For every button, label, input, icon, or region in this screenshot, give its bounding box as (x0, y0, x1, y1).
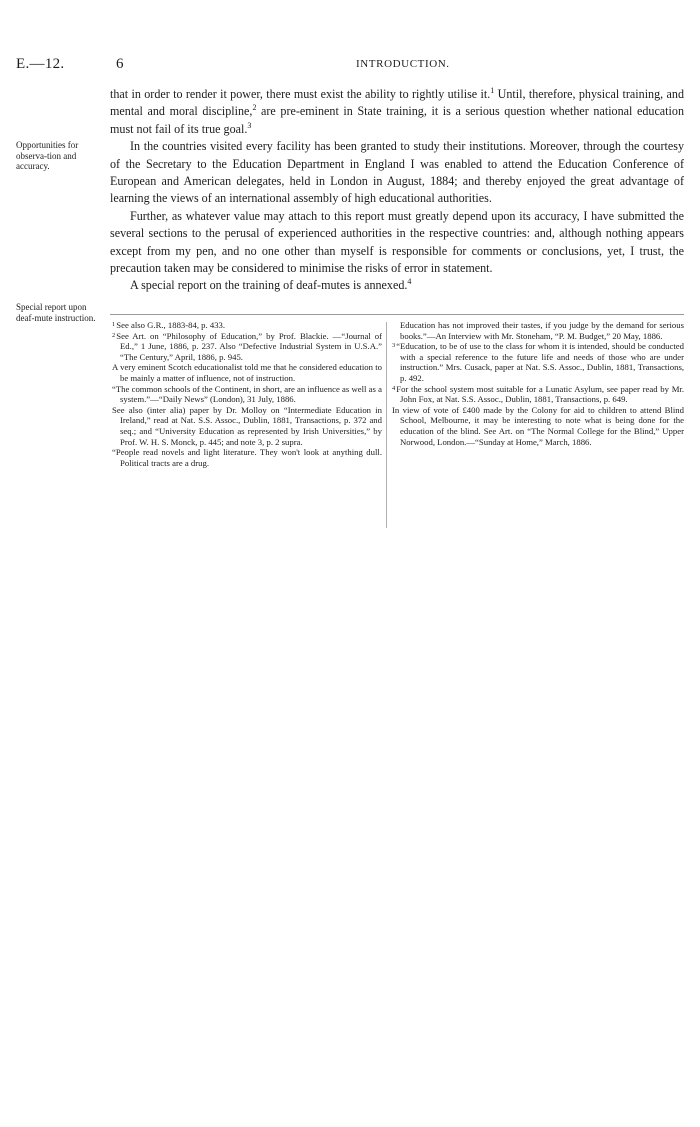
footnote-rule (110, 314, 684, 315)
paragraph-deaf-mutes: A special report on the training of deaf-mutes is annexed.$^4$ (130, 277, 412, 293)
footnote-2-part: “People read novels and light literature. They won't look at anything dull. Political tracts are a drug. (112, 447, 382, 468)
footnotes-left-column (112, 320, 382, 468)
footnote-4: $^4$For the school system most suitable for a Lunatic Asylum, see paper read by Mr. John Fox, at Nat. S.S. Assoc., Dublin, 1881, Transactions, p. 649. (392, 383, 684, 405)
footnote-3: $^3$“Education, to be of use to the class for whom it is intended, should be conducted with a special reference to the future life and needs of those who are under instruction.” Mrs. Cusack, paper at Nat. S.S. Assoc., Dublin, 1881, Transactions, p. 492. (392, 341, 684, 383)
footnote-2-part: See also (inter alia) paper by Dr. Molloy on “Intermediate Education in Ireland,” read at Nat. S.S. Assoc., Dublin, 1881, Transactions, p. 372 and seq.; and “University Education as represented by Irish Universities,” by Prof. W. H. S. Monck, p. 445; and note 3, p. 2 supra. (112, 404, 382, 447)
footnote-2-part: A very eminent Scotch educationalist told me that he considered education to be mainly a matter of influence, not of instruction. (112, 362, 382, 383)
body-text (110, 86, 684, 295)
footnote-4-part: In view of vote of £400 made by the Colony for aid to children to attend Blind School, Melbourne, it may be interesting to note what is being done for the education of the blind. See Art. on “The Normal College for the Blind,” Upper Norwood, London.—“Sunday at Home,” March, 1886. (392, 404, 684, 447)
footnote-ref: 2 (252, 103, 257, 113)
paragraph-facilities: In the countries visited every facility has been granted to study their institutions. Moreover, through the courtesy of the Secretary to the Education Department in England I was enabled to attend the Education Conference of European and American delegates, held in London in August, 1884; and thereby enjoyed the great advantage of learning the views of an international assembly of high educational authorities. (110, 139, 684, 206)
page-header (16, 56, 684, 76)
footnote-ref: 3 (247, 120, 252, 130)
paragraph-continuation: that in order to render it power, there must exist the ability to rightly utilise it.$^1$ Until, therefore, physical training, and mental and moral discipline,$^2$ are pre-eminent in State training, it is a serious question whether national education must not fail of its true goal.$^3$ (110, 85, 684, 136)
footnote-2-continued: Education has not improved their tastes, if you judge by the demand for serious books.”—An Interview with Mr. Stoneham, “P. M. Budget,” 20 May, 1886. (400, 320, 684, 341)
margin-note-special-report: Special report upon deaf-mute instruction. (16, 302, 96, 323)
document-reference: E.—12. (16, 56, 65, 72)
footnotes-right-column (392, 320, 684, 447)
margin-note-opportunities: Opportunities for observa-tion and accuracy. (16, 140, 79, 171)
page-number: 6 (116, 56, 124, 72)
footnote-ref: 4 (407, 277, 412, 287)
footnote-ref: 1 (490, 85, 495, 95)
footnote-1: $^1$See also G.R., 1883-84, p. 433. (112, 320, 226, 330)
running-title: INTRODUCTION. (356, 58, 450, 70)
footnote-column-divider (386, 322, 387, 528)
paragraph-accuracy: Further, as whatever value may attach to this report must greatly depend upon its accuracy, I have submitted the several sections to the perusal of experienced authorities in the respective countries: and, although nothing appears except from my pen, and no one other than myself is responsible for comments or conclusions, yet, I trust, the precaution taken may be considered to minimise the risks of error in statement. (110, 208, 684, 276)
footnote-2-part: “The common schools of the Continent, in short, are an influence as well as a system.”—“Daily News” (London), 31 July, 1886. (112, 383, 382, 405)
footnote-2: $^2$See Art. on “Philosophy of Education,” by Prof. Blackie. —“Journal of Ed.,” 1 June, 1886, p. 237. Also “Defective Industrial System in U.S.A.” “The Century,” April, 1886, p. 945. (112, 330, 382, 362)
